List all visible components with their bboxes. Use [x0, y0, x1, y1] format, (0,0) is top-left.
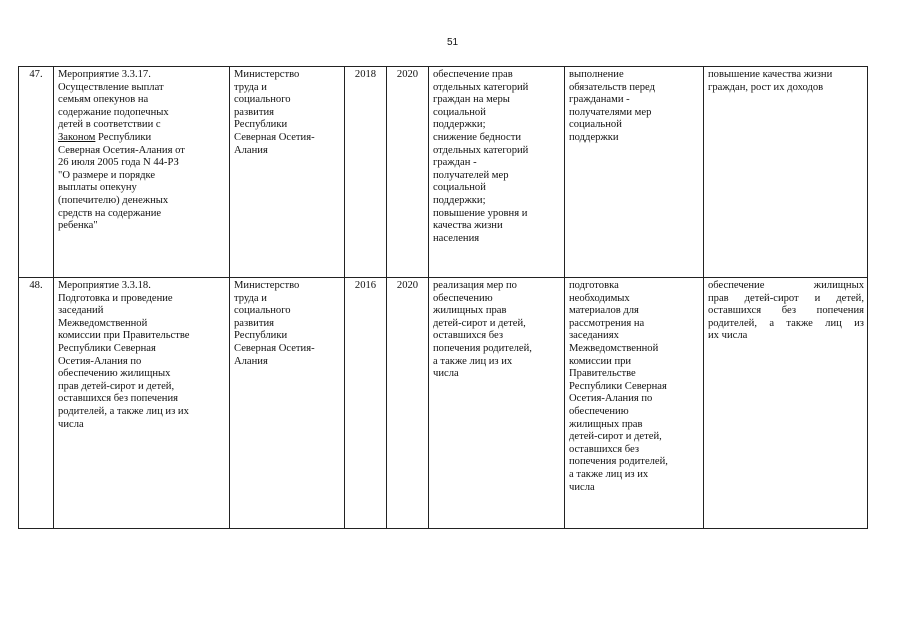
text-line: Мероприятие 3.3.17. [58, 69, 151, 80]
text-line: социальной [433, 182, 486, 194]
text-line: Министерство [234, 69, 300, 80]
text-line: Северная Осетия- [234, 342, 315, 354]
text-line: числа [58, 418, 84, 430]
text-line: гражданами - [569, 94, 630, 106]
text-line: средств на содержание [58, 207, 162, 219]
text-line: детей в соответствии с [58, 119, 161, 131]
text-line: 26 июля 2005 года N 44-РЗ [58, 157, 179, 169]
text-line: Осетия-Алания по [58, 355, 142, 367]
text-line: отдельных категорий [433, 81, 529, 93]
year-end: 2020 [387, 67, 429, 278]
text-line: Алания [234, 144, 268, 156]
text-line: попечения родителей, [433, 342, 532, 354]
page-number: 51 [446, 37, 459, 48]
text-line: получателями мер [569, 106, 652, 118]
row-number: 48. [19, 278, 54, 529]
text-line: Правительстве [569, 368, 636, 380]
text-line: граждан, рост их доходов [708, 81, 824, 93]
text-line: граждан - [433, 157, 477, 169]
text-line: прав детей-сирот и детей, [58, 380, 175, 392]
year-start: 2018 [345, 67, 387, 278]
text-line: реализация мер по [433, 280, 517, 291]
executor [230, 67, 345, 278]
year-end: 2020 [387, 278, 429, 529]
year-start: 2016 [345, 278, 387, 529]
text-line: прав детей-сирот и детей, [708, 292, 864, 304]
text-line: Мероприятие 3.3.18. [58, 280, 151, 291]
text-line: комиссии при Правительстве [58, 330, 190, 342]
text-line: семьям опекунов на [58, 94, 149, 106]
text-line: жилищных прав [433, 305, 507, 317]
text-line: числа [569, 481, 595, 493]
text-line: родителей, а также лиц из их [58, 405, 189, 417]
text-line: оставшихся без [569, 443, 640, 455]
activity-title [54, 67, 230, 278]
text-line: социальной [569, 119, 622, 131]
text-line: заседаний [58, 305, 104, 317]
text-line: жилищных прав [569, 418, 643, 430]
text-line: выполнение [569, 69, 624, 80]
text-line: поддержки; [433, 194, 486, 206]
text-line: населения [433, 232, 480, 244]
text-line: оставшихся без попечения [58, 393, 178, 405]
text-line: обеспечению [433, 292, 493, 304]
text-line: снижение бедности [433, 131, 522, 143]
text-line: Алания [234, 355, 268, 367]
text-line: Межведомственной [58, 317, 148, 329]
text-line: выплаты опекуну [58, 182, 137, 194]
text-line: а также лиц из их [433, 355, 513, 367]
text-line: "О размере и порядке [58, 169, 156, 181]
indicator [704, 278, 868, 529]
text-line: подготовка [569, 280, 619, 291]
text-line: а также лиц из их [569, 468, 649, 480]
text-line: Подготовка и проведение [58, 292, 173, 304]
text-line: труда и [234, 292, 267, 304]
table-row [19, 278, 868, 529]
expected-result [429, 67, 565, 278]
text-line: Республики Северная [569, 380, 667, 392]
text-line: поддержки; [433, 119, 486, 131]
text-line: Республики [234, 330, 288, 342]
text-line: рассмотрения на [569, 317, 645, 329]
text-line: качества жизни [433, 220, 503, 232]
text-line: повышение качества жизни [708, 69, 833, 80]
text-line: заседаниях [569, 330, 619, 342]
text-line: (попечителю) денежных [58, 194, 169, 206]
text-line: Северная Осетия-Алания от [58, 144, 185, 156]
text-line: комиссии при [569, 355, 632, 367]
activity-title [54, 278, 230, 529]
text-line: родителей, а также лиц из [708, 317, 864, 329]
indicator [704, 67, 868, 278]
text-line: обеспечение жилищных [708, 280, 864, 291]
text-line: обязательств перед [569, 81, 655, 93]
text-line: детей-сирот и детей, [569, 431, 662, 443]
text-line: Осетия-Алания по [569, 393, 653, 405]
text-line: труда и [234, 81, 267, 93]
text-line: Межведомственной [569, 342, 659, 354]
consequence [565, 278, 704, 529]
text-line: развития [234, 317, 275, 329]
text-line: оставшихся без попечения [708, 305, 864, 317]
executor [230, 278, 345, 529]
text-line: граждан на меры [433, 94, 510, 106]
text-line: их числа [708, 330, 748, 342]
text-line: социальной [433, 106, 486, 118]
table-row [19, 67, 868, 278]
text-line: отдельных категорий [433, 144, 529, 156]
text-line: Осуществление выплат [58, 81, 164, 93]
text-line: социального [234, 94, 291, 106]
text-line: обеспечению жилищных [58, 368, 171, 380]
text-line: содержание подопечных [58, 106, 169, 118]
text-line: необходимых [569, 292, 630, 304]
text-line: повышение уровня и [433, 207, 528, 219]
text-line: Республики Северная [58, 342, 156, 354]
text-line: поддержки [569, 131, 619, 143]
text-line: Северная Осетия- [234, 131, 315, 143]
text-line: Министерство [234, 280, 300, 291]
row-number: 47. [19, 67, 54, 278]
law-link[interactable]: Законом [58, 131, 96, 143]
text-line: обеспечению [569, 405, 629, 417]
text-line: социального [234, 305, 291, 317]
text-line: попечения родителей, [569, 456, 668, 468]
text-line: ребенка" [58, 220, 98, 232]
law-reference-line: Законом Республики [58, 131, 152, 143]
text-line: оставшихся без [433, 330, 504, 342]
consequence [565, 67, 704, 278]
text-line: обеспечение прав [433, 69, 513, 80]
text-line: материалов для [569, 305, 639, 317]
program-activities-table [18, 66, 868, 529]
text-line: числа [433, 368, 459, 380]
text-line: развития [234, 106, 275, 118]
text-line: Республики [234, 119, 288, 131]
text-line: получателей мер [433, 169, 509, 181]
text-line: детей-сирот и детей, [433, 317, 526, 329]
expected-result [429, 278, 565, 529]
